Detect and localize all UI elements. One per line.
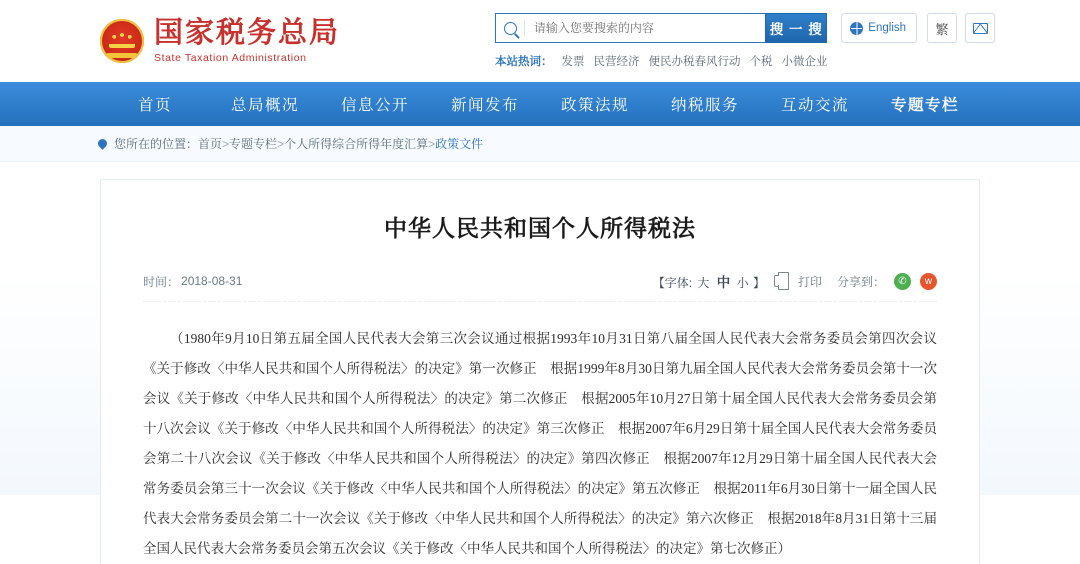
article-meta	[143, 271, 937, 302]
font-size-控件	[653, 271, 765, 291]
breadcrumb-separator-1: >	[277, 136, 285, 151]
search-divider	[524, 20, 525, 36]
nav-item-overview[interactable]: 总局概况	[230, 97, 299, 114]
nav-item-news[interactable]: 新闻发布	[450, 97, 519, 114]
breadcrumb	[0, 126, 1080, 162]
search-button[interactable]: 搜 一 搜	[765, 13, 827, 43]
search-icon	[504, 22, 517, 35]
article-tools	[653, 271, 937, 291]
search-input[interactable]	[532, 20, 757, 36]
site-logo[interactable]	[100, 18, 340, 64]
location-pin-icon	[96, 137, 109, 150]
font-size-medium[interactable]: 中	[716, 275, 731, 290]
article-body: （1980年9月10日第五届全国人民代表大会第三次会议通过根据1993年10月31日第八届全国人民代表大会常务委员会第四次会议《关于修改〈中华人民共和国个人所得税法〉的决定》第一次修正 根据1999年8月30日第九届全国人民代表大会常务委员会第十一次会议《关于修改〈中华人民共和国个人所得税法〉的决定》第二次修正 根据2005年10月27日第十届全国人民代表大会常务委员会第十八次会议《关于修改〈中华人民共和国个人所得税法〉的决定》第三次修正 根据2007年6月29日第十届全国人民代表大会常务委员会第二十八次会议《关于修改〈中华人民共和国个人所得税法〉的决定》第四次修正 根据2007年12月29日第十届全国人民代表大会常务委员会第三十一次会议《关于修改〈中华人民共和国个人所得税法〉的决定》第五次修正 根据2011年6月30日第十一届全国人民代表大会常务委员会第二十一次会议《关于修改〈中华人民共和国个人所得税法〉的决定》第六次修正 根据2018年8月31日第十三届全国人民代表大会常务委员会第五次会议《关于修改〈中华人民共和国个人所得税法〉的决定》第七次修正）	[143, 331, 937, 556]
nav-item-interaction[interactable]: 互动交流	[780, 97, 849, 114]
hot-word-2[interactable]: 便民办税春风行动	[648, 56, 741, 68]
breadcrumb-prefix: 您所在的位置：	[114, 137, 199, 151]
hot-word-0[interactable]: 发票	[561, 56, 585, 68]
nav-item-service[interactable]: 纳税服务	[670, 97, 739, 114]
traditional-chinese-button[interactable]: 繁	[927, 13, 957, 43]
hot-word-3[interactable]: 个税	[749, 56, 773, 68]
english-label: English	[868, 22, 907, 34]
hot-words-label: 本站热词：	[495, 56, 553, 68]
search-box[interactable]	[495, 13, 765, 43]
breadcrumb-separator-0: >	[222, 136, 230, 151]
publish-time-value: 2018-08-31	[181, 274, 243, 288]
article-card	[100, 179, 980, 564]
site-title-en: State Taxation Administration	[154, 51, 307, 64]
font-size-large[interactable]: 大	[697, 276, 710, 290]
weibo-share-icon[interactable]: w	[920, 273, 937, 290]
mail-button[interactable]	[965, 13, 995, 43]
hot-words-row	[495, 53, 995, 69]
site-header	[0, 0, 1080, 82]
wechat-share-icon[interactable]: ✆	[894, 273, 911, 290]
mail-icon	[973, 23, 988, 34]
page-title: 中华人民共和国个人所得税法	[384, 216, 696, 241]
nav-item-policy[interactable]: 政策法规	[560, 97, 629, 114]
breadcrumb-item-2[interactable]: 个人所得综合所得年度汇算	[284, 137, 429, 151]
breadcrumb-item-1[interactable]: 专题专栏	[229, 137, 278, 151]
hot-word-1[interactable]: 民营经济	[593, 56, 640, 68]
national-emblem-icon	[100, 19, 144, 63]
breadcrumb-item-0[interactable]: 首页	[198, 137, 223, 151]
site-title-cn: 国家税务总局	[154, 17, 341, 50]
nav-item-home[interactable]: 首页	[137, 97, 172, 114]
english-language-button[interactable]	[841, 13, 917, 43]
publish-time-label: 时间：	[143, 274, 180, 289]
font-size-suffix: 】	[752, 276, 765, 290]
font-size-prefix: 【字体:	[652, 276, 693, 290]
search-row	[495, 13, 995, 43]
breadcrumb-current: 政策文件	[435, 137, 484, 151]
globe-icon	[850, 22, 863, 35]
breadcrumb-separator-2: >	[428, 136, 436, 151]
nav-item-disclosure[interactable]: 信息公开	[340, 97, 409, 114]
hot-word-4[interactable]: 小微企业	[781, 56, 828, 68]
nav-item-topics[interactable]: 专题专栏	[890, 97, 959, 114]
search-zone	[495, 13, 995, 69]
font-size-small[interactable]: 小	[736, 276, 749, 290]
share-label: 分享到：	[836, 274, 885, 289]
main-nav	[0, 82, 1080, 126]
print-label[interactable]: 打印	[797, 274, 822, 289]
site-logo-text	[154, 18, 340, 64]
printer-icon[interactable]	[774, 275, 789, 287]
